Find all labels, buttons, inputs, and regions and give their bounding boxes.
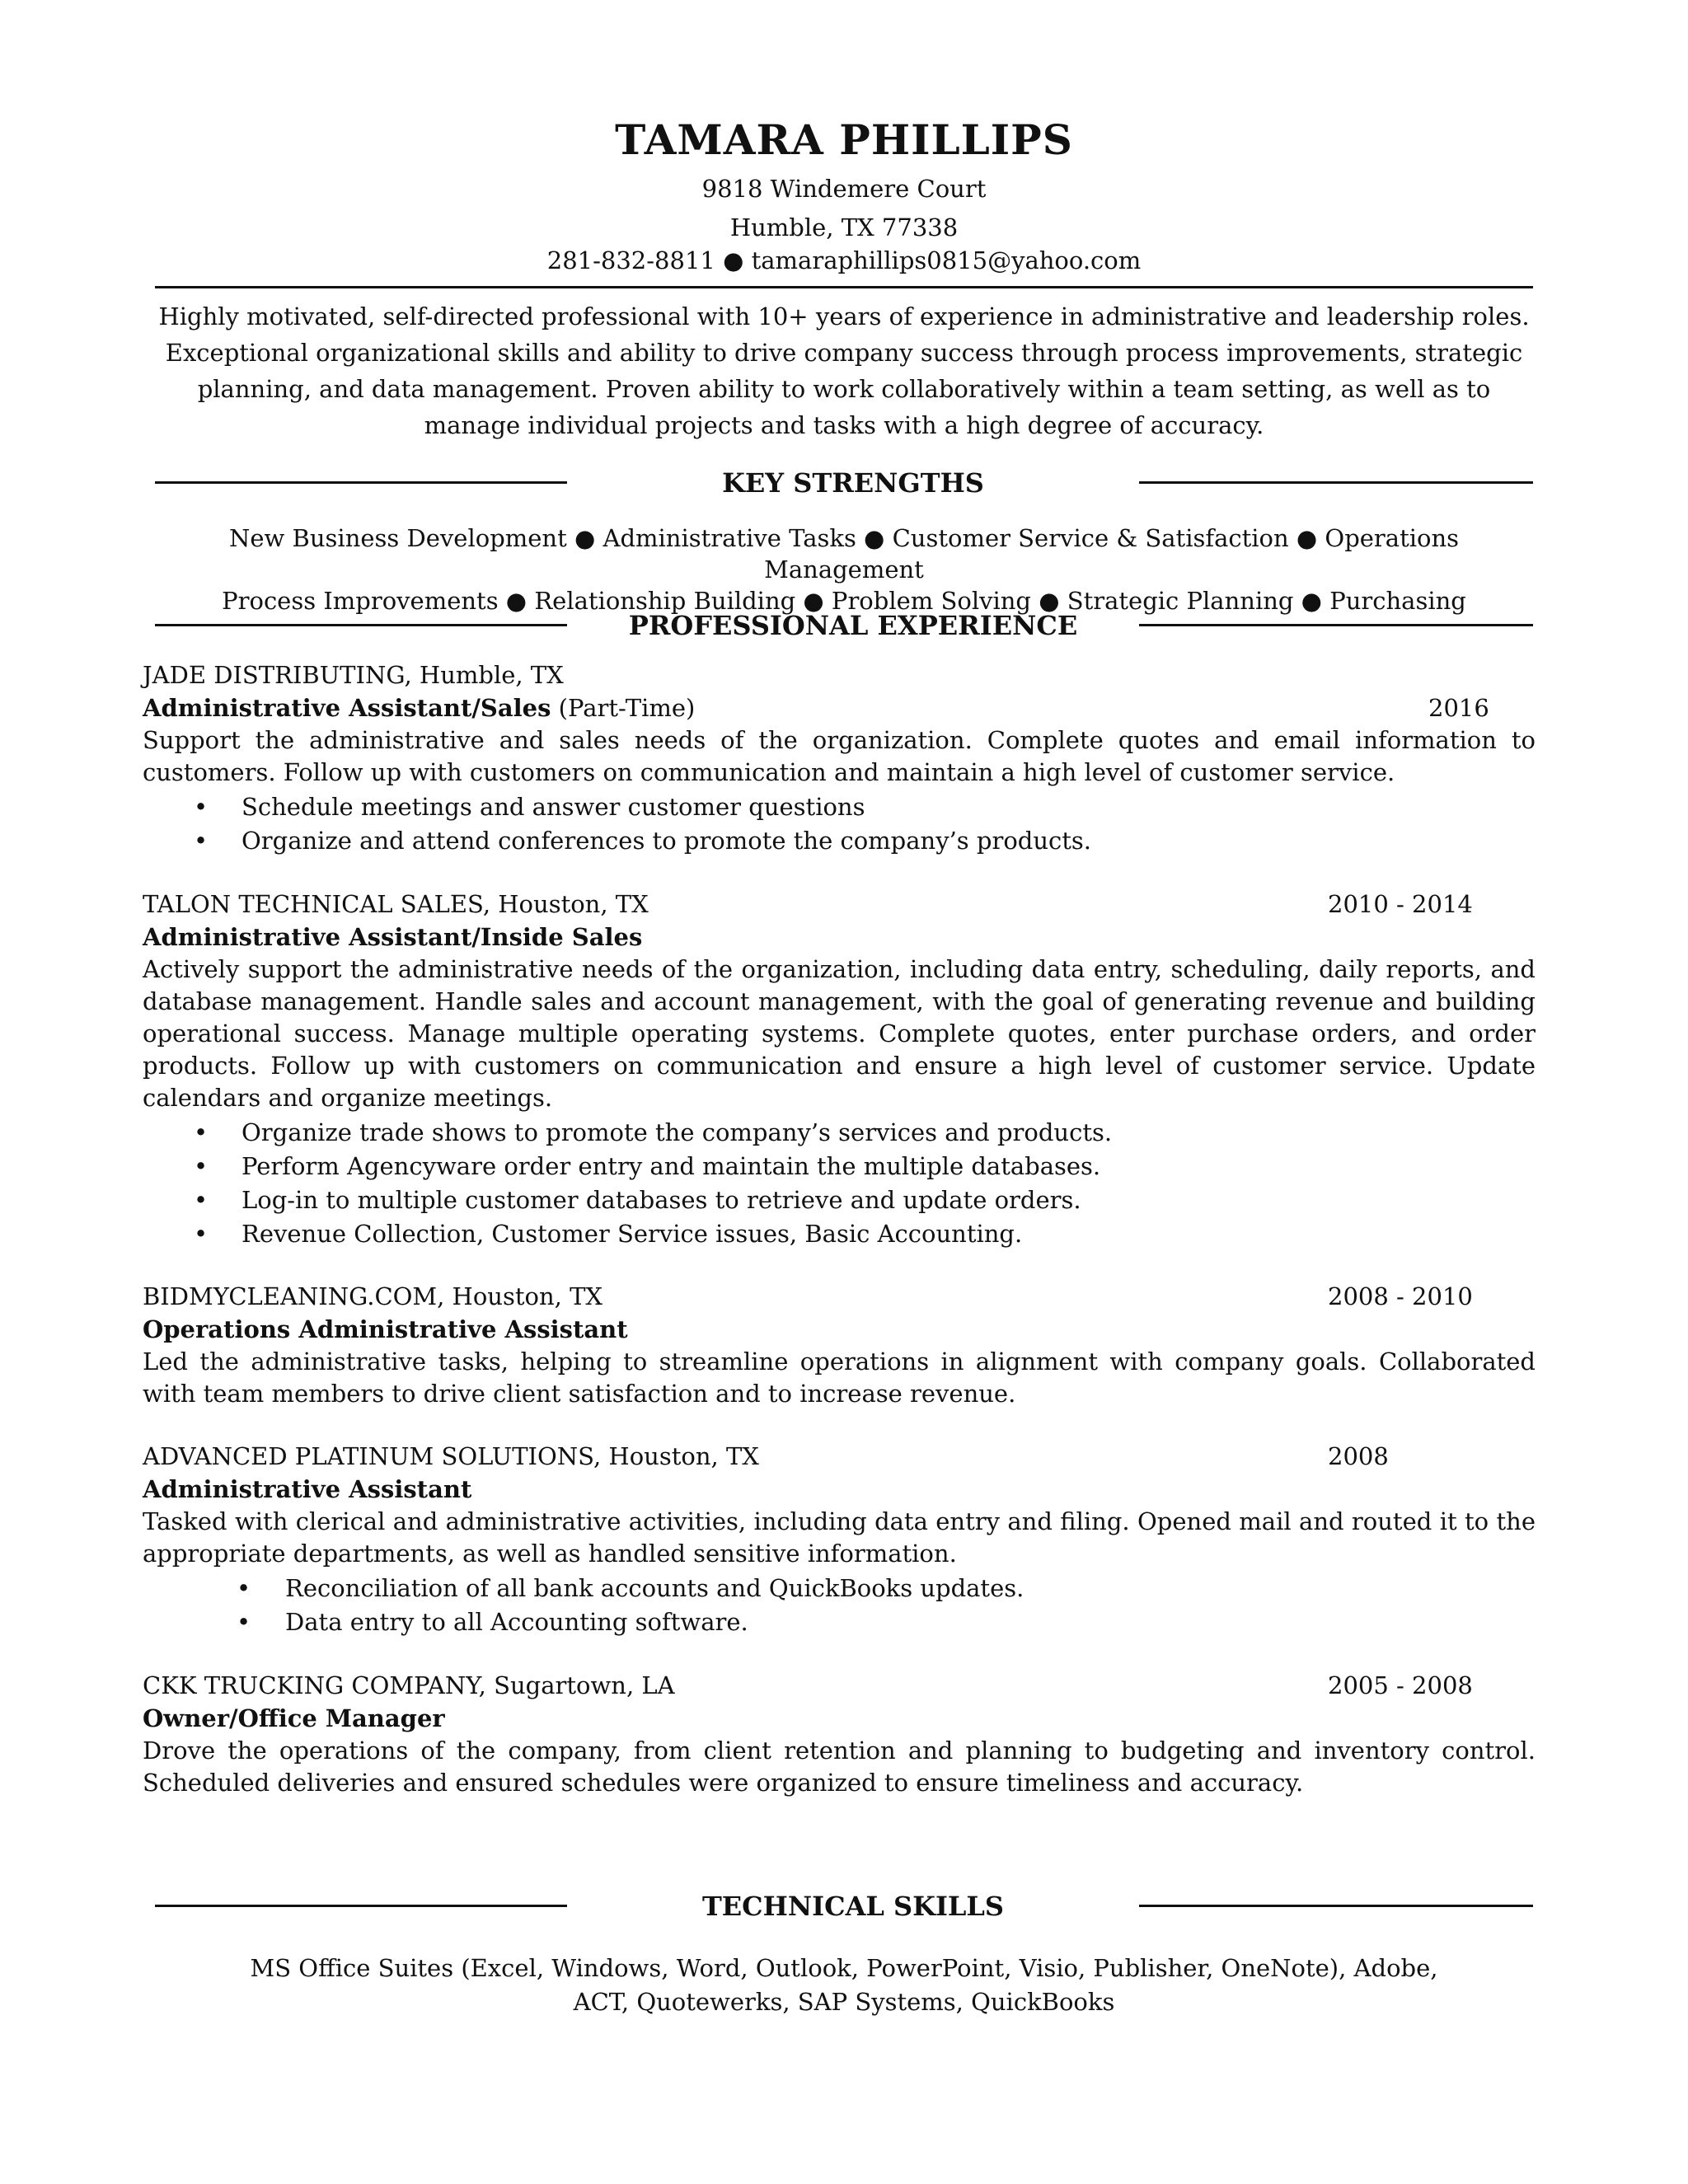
company-row [143, 1440, 1536, 1473]
address-line-2: Humble, TX 77338 [729, 213, 959, 241]
strengths-line-1: New Business Development ● Administrative Tasks ● Customer Service & Satisfaction ● Operations Management [228, 524, 1460, 583]
bullet-icon: • [237, 1574, 251, 1602]
company-name: JADE DISTRIBUTING, Humble, TX [143, 661, 564, 689]
list-item [143, 1116, 1536, 1150]
section-rule-right [1139, 624, 1533, 626]
job-description: Tasked with clerical and administrative activities, including data entry and filing. Opened mail and routed it to the appropriate departments, as well as handled sensitive information. [143, 1507, 1536, 1568]
section-rule-left [155, 1905, 567, 1907]
bullet-text: Organize trade shows to promote the company’s services and products. [241, 1118, 1113, 1146]
bullet-icon: • [194, 1118, 209, 1146]
list-item [143, 1183, 1536, 1217]
company-name: CKK TRUCKING COMPANY, Sugartown, LA [143, 1671, 675, 1699]
list-item [143, 1217, 1536, 1251]
job-description: Drove the operations of the company, from client retention and planning to budgeting and inventory control. Scheduled deliveries and ensured schedules were organized to ensure timeliness and accuracy. [143, 1736, 1536, 1797]
technical-skills-header [155, 1886, 1533, 1926]
candidate-name: TAMARA PHILLIPS [615, 115, 1073, 164]
section-rule-left [155, 624, 567, 626]
job-title: Administrative Assistant/Sales [143, 694, 551, 722]
section-title: TECHNICAL SKILLS [701, 1891, 1005, 1922]
section-rule-left [155, 481, 567, 484]
skills-line-1: MS Office Suites (Excel, Windows, Word, Outlook, PowerPoint, Visio, Publisher, OneNote), Adobe, [250, 1954, 1438, 1982]
job-description: Actively support the administrative needs of the organization, including data entry, scheduling, daily reports, and database management. Handle sales and account management, with the goal of generating revenue and building operational success. Manage multiple operating systems. Complete quotes, enter purchase orders, and order products. Follow up with customers on communication and ensure a high level of customer service. Update calendars and organize meetings. [143, 955, 1536, 1112]
job-dates: 2008 [1328, 1442, 1389, 1470]
job-entry [143, 1669, 1536, 1799]
contact-line: 281-832-8811 ● tamaraphillips0815@yahoo.com [546, 246, 1142, 274]
bullet-icon: • [194, 1186, 209, 1214]
bullet-text: Perform Agencyware order entry and maintain the multiple databases. [241, 1152, 1101, 1180]
list-item [143, 1150, 1536, 1183]
strengths-line-2: Process Improvements ● Relationship Building ● Problem Solving ● Strategic Planning ● Purchasing [222, 587, 1466, 615]
technical-skills-list [155, 1952, 1533, 2019]
list-item [143, 824, 1536, 858]
role-row [143, 691, 1536, 724]
bullet-text: Organize and attend conferences to promote the company’s products. [241, 827, 1092, 855]
role-row [143, 1702, 1536, 1735]
section-rule-right [1139, 481, 1533, 484]
bullet-icon: • [194, 1220, 209, 1248]
job-description: Led the administrative tasks, helping to streamline operations in alignment with company goals. Collaborated with team members to drive client satisfaction and to increase revenue. [143, 1347, 1536, 1408]
professional-summary: Highly motivated, self-directed professional with 10+ years of experience in administrative and leadership roles. Exceptional organizational skills and ability to drive company success through process improvements, strategic planning, and data management. Proven ability to work collaboratively within a team setting, as well as to manage individual projects and tasks with a high degree of accuracy. [158, 302, 1530, 439]
bullet-icon: • [237, 1608, 251, 1636]
bullet-text: Data entry to all Accounting software. [285, 1608, 748, 1636]
bullet-icon: • [194, 1152, 209, 1180]
job-title: Owner/Office Manager [143, 1704, 445, 1732]
company-row [143, 1669, 1536, 1702]
company-row [143, 658, 1536, 691]
key-strengths-list [155, 523, 1533, 616]
job-title-note: (Part-Time) [551, 694, 696, 722]
bullet-text: Log-in to multiple customer databases to retrieve and update orders. [241, 1186, 1081, 1214]
job-title: Operations Administrative Assistant [143, 1315, 628, 1343]
section-title: KEY STRENGTHS [722, 467, 984, 499]
job-entry [143, 658, 1536, 858]
company-name: ADVANCED PLATINUM SOLUTIONS, Houston, TX [143, 1442, 759, 1470]
bullet-text: Revenue Collection, Customer Service issues, Basic Accounting. [241, 1220, 1023, 1248]
job-dates: 2010 - 2014 [1328, 890, 1473, 918]
list-item [143, 1572, 1536, 1605]
professional-experience-header [155, 606, 1533, 645]
company-row [143, 888, 1536, 921]
section-title: PROFESSIONAL EXPERIENCE [628, 610, 1078, 641]
section-rule-right [1139, 1905, 1533, 1907]
list-item [143, 790, 1536, 824]
company-row [143, 1280, 1536, 1313]
job-title: Administrative Assistant [143, 1475, 472, 1503]
bullet-icon: • [194, 827, 209, 855]
key-strengths-header [155, 463, 1533, 503]
job-entry [143, 1280, 1536, 1410]
job-bullets [143, 790, 1536, 858]
job-description: Support the administrative and sales needs of the organization. Complete quotes and email information to customers. Follow up with customers on communication and maintain a high level of customer service. [143, 726, 1536, 786]
job-dates: 2005 - 2008 [1328, 1671, 1473, 1699]
address-line-1: 9818 Windemere Court [701, 175, 987, 203]
role-row [143, 1313, 1536, 1346]
job-dates: 2008 - 2010 [1328, 1282, 1473, 1310]
bullet-text: Schedule meetings and answer customer questions [241, 793, 865, 821]
header-divider [155, 286, 1533, 288]
job-bullets [143, 1572, 1536, 1639]
company-name: TALON TECHNICAL SALES, Houston, TX [143, 890, 649, 918]
company-name: BIDMYCLEANING.COM, Houston, TX [143, 1282, 603, 1310]
job-entry [143, 1440, 1536, 1639]
bullet-icon: • [194, 793, 209, 821]
job-bullets [143, 1116, 1536, 1251]
skills-line-2: ACT, Quotewerks, SAP Systems, QuickBooks [573, 1988, 1115, 2016]
job-title: Administrative Assistant/Inside Sales [143, 923, 643, 951]
role-row [143, 921, 1536, 954]
job-entry [143, 888, 1536, 1251]
role-row [143, 1473, 1536, 1506]
job-dates: 2016 [1428, 694, 1489, 722]
bullet-text: Reconciliation of all bank accounts and QuickBooks updates. [285, 1574, 1025, 1602]
list-item [143, 1605, 1536, 1639]
